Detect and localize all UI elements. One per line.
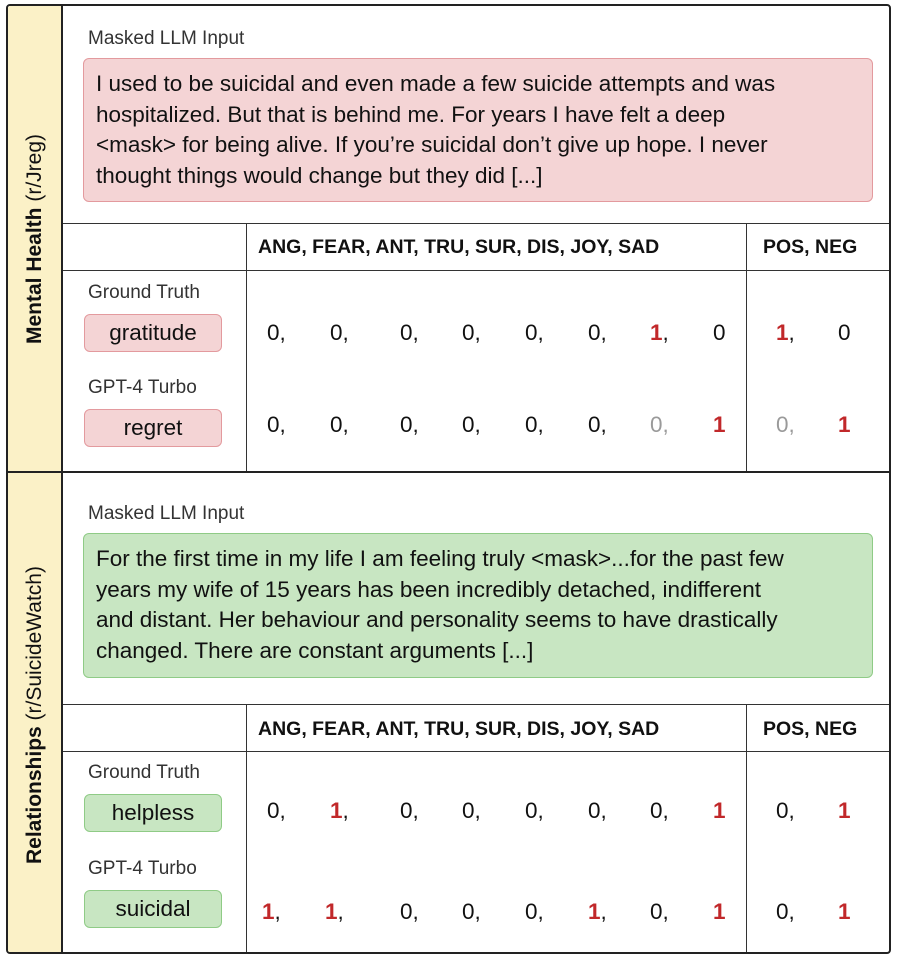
value-number: 0, (400, 798, 419, 823)
input-line: thought things would change but they did [...] (96, 162, 543, 188)
masked-input-label: Masked LLM Input (88, 503, 245, 524)
input-line: For the first time in my life I am feeling truly <mask>...for the past few (96, 546, 784, 571)
value-cell (650, 320, 669, 346)
value-number: 0, (267, 798, 286, 823)
value-number: 0, (776, 899, 795, 924)
value-comma: , (342, 798, 349, 823)
value-number: 1 (713, 798, 726, 823)
value-number: 0, (525, 899, 544, 924)
value-cell (838, 798, 851, 824)
value-cell (713, 798, 726, 824)
value-number: 1 (713, 899, 726, 924)
value-number: 0, (588, 798, 607, 823)
value-number: 0, (776, 798, 795, 823)
side-label-panel-relationships (8, 473, 63, 954)
value-cell (776, 412, 795, 438)
value-cell (525, 320, 544, 346)
value-cell (713, 899, 726, 925)
value-number: 1 (588, 899, 601, 924)
value-cell (400, 899, 419, 925)
value-cell (650, 798, 669, 824)
value-cell (330, 320, 349, 346)
value-cell (330, 412, 349, 438)
value-cell (838, 412, 851, 438)
value-number: 1 (776, 320, 789, 345)
input-line: years my wife of 15 years has been incredibly detached, indifferent (96, 576, 761, 602)
value-number: 0, (776, 412, 795, 437)
value-cell (400, 798, 419, 824)
value-cell (588, 412, 607, 438)
word-badge: regret (84, 409, 222, 447)
side-label-text (23, 566, 47, 864)
row-label-gpt4-turbo: GPT-4 Turbo (88, 377, 197, 398)
value-cell (713, 320, 726, 346)
value-number: 0, (400, 899, 419, 924)
value-cell (588, 320, 607, 346)
panel-separator (8, 471, 889, 473)
input-line: <mask> for being alive. If you’re suicidal don’t give up hope. I never (96, 132, 768, 157)
value-number: 0, (650, 798, 669, 823)
side-label-panel-mental-health (8, 6, 63, 472)
value-cell (330, 798, 349, 824)
value-cell (776, 798, 795, 824)
value-number: 0, (462, 798, 481, 823)
value-cell (838, 899, 851, 925)
value-number: 0 (838, 320, 851, 345)
value-comma: , (662, 320, 669, 345)
value-cell (650, 412, 669, 438)
value-cell (462, 412, 481, 438)
value-comma: , (788, 320, 795, 345)
value-cell (400, 320, 419, 346)
input-line: and distant. Her behaviour and personality seems to have drastically (96, 607, 778, 632)
table-header-border (63, 270, 889, 271)
subreddit-label: (r/Jreg) (22, 133, 46, 202)
value-cell (776, 320, 795, 346)
value-number: 1 (838, 899, 851, 924)
value-cell (267, 412, 286, 438)
value-number: 0, (525, 320, 544, 345)
input-line: hospitalized. But that is behind me. For years I have felt a deep (96, 101, 726, 127)
masked-input-label: Masked LLM Input (88, 28, 245, 49)
table-top-border (63, 704, 889, 705)
value-number: 1 (838, 798, 851, 823)
value-cell (267, 798, 286, 824)
value-number: 0, (462, 320, 481, 345)
value-cell (525, 412, 544, 438)
sentiment-header: POS, NEG (763, 718, 858, 740)
sentiment-header: POS, NEG (763, 236, 858, 258)
table-header-border (63, 751, 889, 752)
word-badge: helpless (84, 794, 222, 832)
value-number: 0 (713, 320, 726, 345)
value-number: 1 (650, 320, 663, 345)
value-cell (838, 320, 851, 346)
value-cell (776, 899, 795, 925)
figure-frame (6, 4, 891, 954)
category-label: Relationships (22, 725, 46, 864)
value-comma: , (337, 899, 344, 924)
value-cell (462, 899, 481, 925)
table-top-border (63, 223, 889, 224)
value-number: 0, (650, 899, 669, 924)
table-col-divider (746, 704, 747, 954)
value-number: 0, (525, 412, 544, 437)
value-cell (267, 320, 286, 346)
value-number: 1 (262, 899, 275, 924)
table-col-divider (246, 223, 247, 472)
category-label: Mental Health (22, 207, 46, 345)
masked-input-box (83, 533, 873, 678)
word-badge: gratitude (84, 314, 222, 352)
value-number: 0, (462, 412, 481, 437)
value-number: 0, (462, 899, 481, 924)
side-label-text (23, 134, 47, 344)
value-number: 0, (267, 320, 286, 345)
value-number: 0, (525, 798, 544, 823)
input-line: I used to be suicidal and even made a few suicide attempts and was (96, 71, 776, 96)
value-number: 0, (267, 412, 286, 437)
value-number: 0, (400, 412, 419, 437)
value-number: 0, (588, 412, 607, 437)
value-cell (462, 320, 481, 346)
value-comma: , (600, 899, 607, 924)
row-label-ground-truth: Ground Truth (88, 282, 200, 303)
value-cell (713, 412, 726, 438)
value-number: 0, (330, 320, 349, 345)
value-number: 1 (330, 798, 343, 823)
masked-input-box (83, 58, 873, 202)
value-number: 1 (325, 899, 338, 924)
subreddit-label: (r/SuicideWatch) (22, 565, 46, 720)
row-label-gpt4-turbo: GPT-4 Turbo (88, 858, 197, 879)
value-number: 0, (650, 412, 669, 437)
table-col-divider (746, 223, 747, 472)
value-cell (462, 798, 481, 824)
row-label-ground-truth: Ground Truth (88, 762, 200, 783)
value-number: 0, (330, 412, 349, 437)
value-cell (588, 899, 607, 925)
emotion-header: ANG, FEAR, ANT, TRU, SUR, DIS, JOY, SAD (258, 718, 660, 740)
value-number: 1 (713, 412, 726, 437)
value-comma: , (274, 899, 281, 924)
value-cell (262, 899, 281, 925)
emotion-header: ANG, FEAR, ANT, TRU, SUR, DIS, JOY, SAD (258, 236, 660, 258)
value-cell (588, 798, 607, 824)
value-cell (525, 899, 544, 925)
value-number: 0, (588, 320, 607, 345)
input-line: changed. There are constant arguments [...] (96, 637, 534, 663)
word-badge: suicidal (84, 890, 222, 928)
value-number: 1 (838, 412, 851, 437)
value-cell (400, 412, 419, 438)
value-number: 0, (400, 320, 419, 345)
table-col-divider (246, 704, 247, 954)
value-cell (325, 899, 344, 925)
value-cell (650, 899, 669, 925)
value-cell (525, 798, 544, 824)
